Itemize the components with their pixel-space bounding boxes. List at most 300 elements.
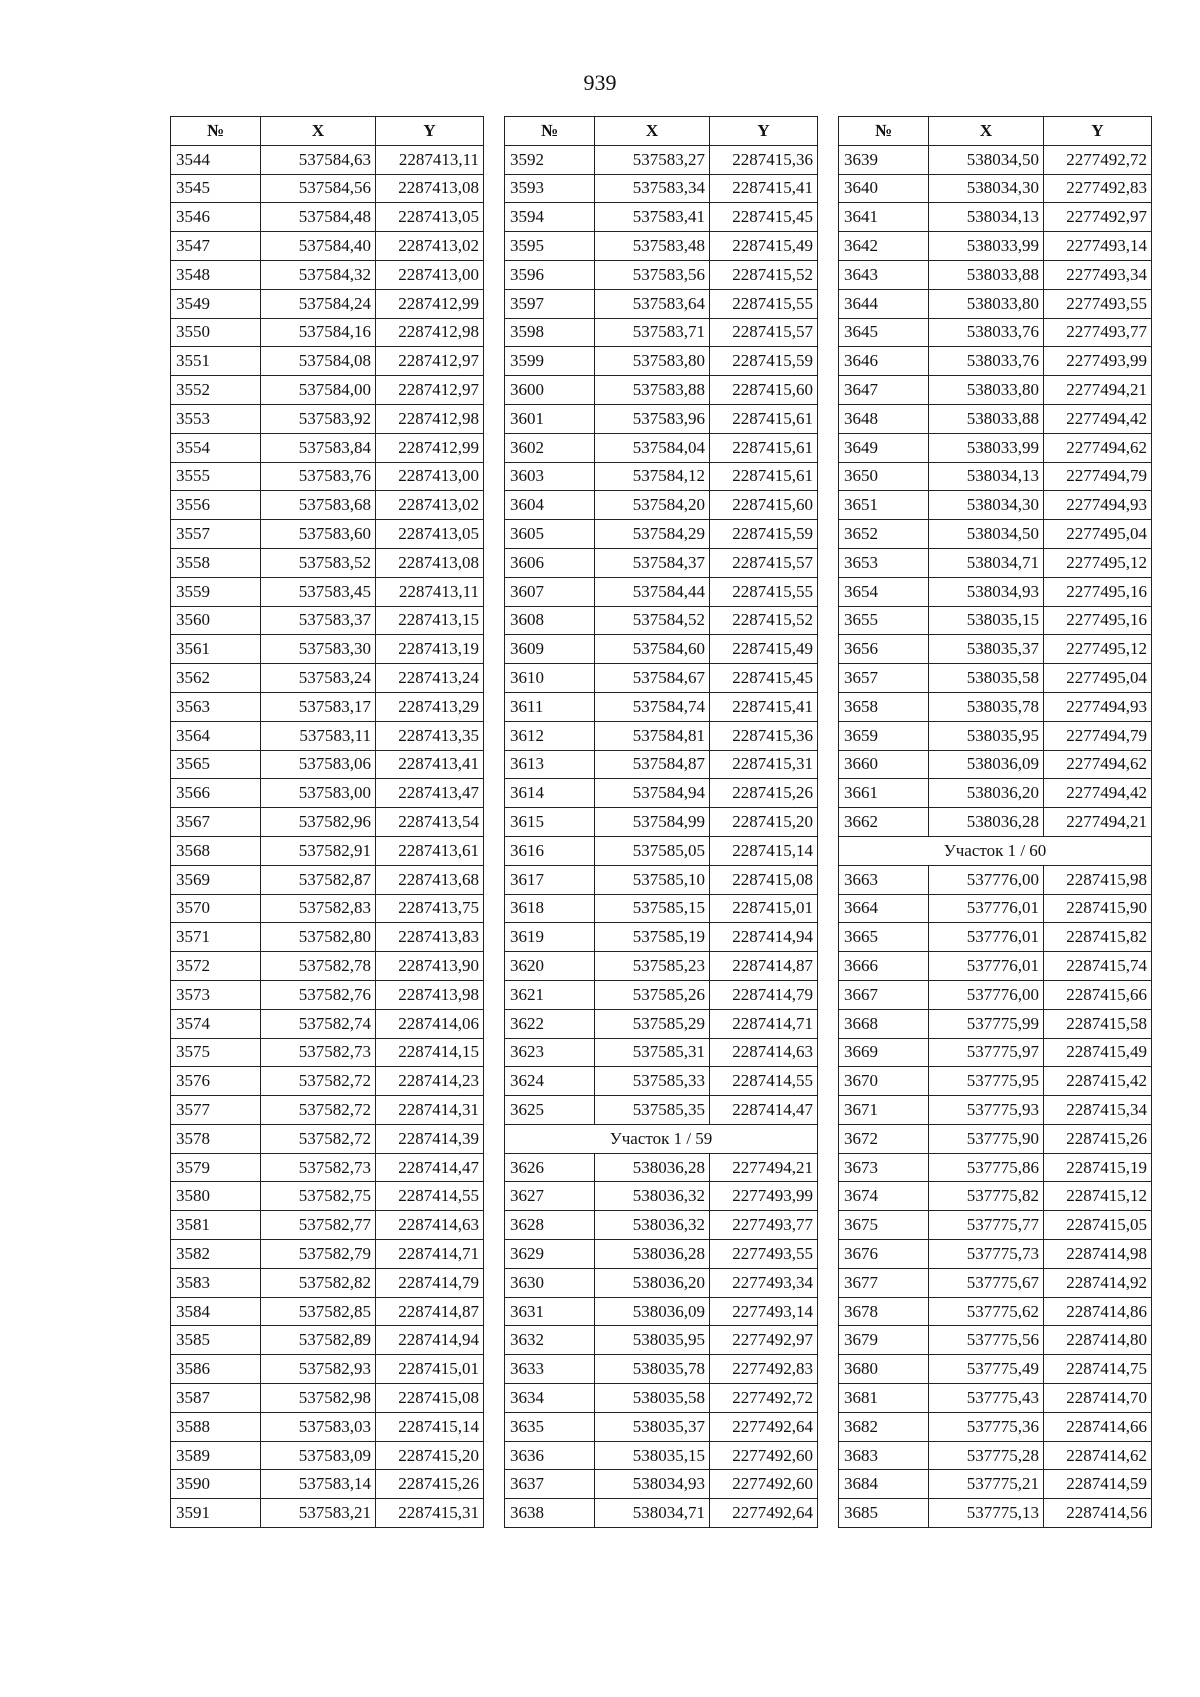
table-row <box>839 952 1152 981</box>
point-number-cell: 3660 <box>839 750 929 779</box>
point-number-cell: 3566 <box>171 779 261 808</box>
table-row <box>839 664 1152 693</box>
table-row <box>505 1067 818 1096</box>
x-coordinate-cell: 537582,89 <box>261 1326 376 1355</box>
y-coordinate-cell: 2287413,90 <box>376 952 484 981</box>
point-number-cell: 3573 <box>171 980 261 1009</box>
point-number-cell: 3630 <box>505 1268 595 1297</box>
y-coordinate-cell: 2287414,23 <box>376 1067 484 1096</box>
point-number-cell: 3622 <box>505 1009 595 1038</box>
point-number-cell: 3668 <box>839 1009 929 1038</box>
point-number-cell: 3614 <box>505 779 595 808</box>
x-coordinate-cell: 538036,32 <box>595 1211 710 1240</box>
x-coordinate-cell: 537584,87 <box>595 750 710 779</box>
x-coordinate-cell: 537584,29 <box>595 520 710 549</box>
point-number-cell: 3659 <box>839 721 929 750</box>
x-coordinate-cell: 537583,11 <box>261 721 376 750</box>
y-coordinate-cell: 2287415,19 <box>1044 1153 1152 1182</box>
x-coordinate-cell: 538033,88 <box>929 404 1044 433</box>
point-number-cell: 3558 <box>171 548 261 577</box>
table-row <box>505 1412 818 1441</box>
point-number-cell: 3619 <box>505 923 595 952</box>
x-coordinate-cell: 537582,85 <box>261 1297 376 1326</box>
point-number-cell: 3551 <box>171 347 261 376</box>
x-coordinate-cell: 537582,79 <box>261 1240 376 1269</box>
y-coordinate-cell: 2287414,55 <box>710 1067 818 1096</box>
table-row <box>505 606 818 635</box>
y-coordinate-cell: 2287413,00 <box>376 260 484 289</box>
x-coordinate-cell: 537776,01 <box>929 894 1044 923</box>
x-coordinate-cell: 537585,10 <box>595 865 710 894</box>
table-row <box>839 721 1152 750</box>
x-coordinate-cell: 538036,09 <box>595 1297 710 1326</box>
point-number-cell: 3593 <box>505 174 595 203</box>
x-coordinate-cell: 537775,43 <box>929 1384 1044 1413</box>
coordinates-table-2 <box>504 116 818 1528</box>
table-row <box>839 1038 1152 1067</box>
point-number-cell: 3651 <box>839 491 929 520</box>
y-coordinate-cell: 2287413,08 <box>376 548 484 577</box>
y-coordinate-cell: 2287413,11 <box>376 577 484 606</box>
point-number-cell: 3591 <box>171 1499 261 1528</box>
x-coordinate-cell: 538034,50 <box>929 520 1044 549</box>
table-row <box>839 865 1152 894</box>
table-row <box>505 1211 818 1240</box>
table-row <box>505 1240 818 1269</box>
y-coordinate-cell: 2287414,63 <box>710 1038 818 1067</box>
point-number-cell: 3567 <box>171 808 261 837</box>
table-row <box>839 1067 1152 1096</box>
x-coordinate-cell: 538036,28 <box>929 808 1044 837</box>
table-row <box>171 462 484 491</box>
table-row <box>839 1384 1152 1413</box>
x-coordinate-cell: 537585,26 <box>595 980 710 1009</box>
table-row <box>171 1009 484 1038</box>
x-coordinate-cell: 537583,06 <box>261 750 376 779</box>
y-coordinate-cell: 2277494,79 <box>1044 721 1152 750</box>
y-coordinate-cell: 2277494,62 <box>1044 433 1152 462</box>
x-coordinate-cell: 537583,88 <box>595 376 710 405</box>
x-coordinate-cell: 537583,09 <box>261 1441 376 1470</box>
table-row <box>505 318 818 347</box>
point-number-cell: 3584 <box>171 1297 261 1326</box>
point-number-cell: 3569 <box>171 865 261 894</box>
point-number-cell: 3602 <box>505 433 595 462</box>
x-coordinate-cell: 538034,71 <box>929 548 1044 577</box>
y-coordinate-cell: 2287413,11 <box>376 145 484 174</box>
table-row <box>839 1441 1152 1470</box>
table-row <box>505 520 818 549</box>
y-coordinate-cell: 2287414,75 <box>1044 1355 1152 1384</box>
y-coordinate-cell: 2287413,47 <box>376 779 484 808</box>
x-coordinate-cell: 537584,63 <box>261 145 376 174</box>
table-row <box>839 980 1152 1009</box>
table-row <box>171 1268 484 1297</box>
table-row <box>505 779 818 808</box>
table-row <box>505 577 818 606</box>
x-coordinate-cell: 537585,05 <box>595 836 710 865</box>
x-coordinate-cell: 537582,78 <box>261 952 376 981</box>
x-coordinate-cell: 538034,13 <box>929 203 1044 232</box>
point-number-cell: 3563 <box>171 692 261 721</box>
table-row <box>505 1297 818 1326</box>
table-row <box>171 1384 484 1413</box>
table-row <box>171 203 484 232</box>
y-coordinate-cell: 2287413,35 <box>376 721 484 750</box>
x-coordinate-cell: 537584,74 <box>595 692 710 721</box>
y-coordinate-cell: 2287413,68 <box>376 865 484 894</box>
point-number-cell: 3626 <box>505 1153 595 1182</box>
point-number-cell: 3674 <box>839 1182 929 1211</box>
x-coordinate-cell: 537775,93 <box>929 1096 1044 1125</box>
y-coordinate-cell: 2277492,64 <box>710 1499 818 1528</box>
x-coordinate-cell: 538035,95 <box>929 721 1044 750</box>
x-coordinate-cell: 537776,00 <box>929 865 1044 894</box>
table-row <box>505 491 818 520</box>
table-row <box>505 894 818 923</box>
table-row <box>171 635 484 664</box>
table-row <box>171 520 484 549</box>
x-coordinate-cell: 537583,56 <box>595 260 710 289</box>
table-row <box>839 376 1152 405</box>
point-number-cell: 3582 <box>171 1240 261 1269</box>
y-coordinate-cell: 2287412,99 <box>376 289 484 318</box>
section-title: Участок 1 / 60 <box>839 836 1152 865</box>
y-coordinate-cell: 2287414,31 <box>376 1096 484 1125</box>
point-number-cell: 3646 <box>839 347 929 376</box>
table-row <box>505 635 818 664</box>
x-coordinate-cell: 537583,80 <box>595 347 710 376</box>
x-coordinate-cell: 537584,67 <box>595 664 710 693</box>
x-coordinate-cell: 537775,21 <box>929 1470 1044 1499</box>
point-number-cell: 3597 <box>505 289 595 318</box>
y-coordinate-cell: 2287414,86 <box>1044 1297 1152 1326</box>
table-row <box>505 865 818 894</box>
table-row <box>839 1326 1152 1355</box>
y-coordinate-cell: 2287414,94 <box>376 1326 484 1355</box>
x-coordinate-cell: 537584,24 <box>261 289 376 318</box>
table-row <box>171 1153 484 1182</box>
y-coordinate-cell: 2287415,01 <box>376 1355 484 1384</box>
x-coordinate-cell: 538034,30 <box>929 491 1044 520</box>
table-row <box>839 1268 1152 1297</box>
y-coordinate-cell: 2287413,54 <box>376 808 484 837</box>
table-row <box>505 1441 818 1470</box>
y-coordinate-cell: 2287413,19 <box>376 635 484 664</box>
y-coordinate-cell: 2287415,55 <box>710 289 818 318</box>
x-coordinate-cell: 537585,29 <box>595 1009 710 1038</box>
table-row <box>839 1355 1152 1384</box>
point-number-cell: 3570 <box>171 894 261 923</box>
y-coordinate-cell: 2277493,34 <box>710 1268 818 1297</box>
point-number-cell: 3552 <box>171 376 261 405</box>
point-number-cell: 3656 <box>839 635 929 664</box>
y-coordinate-cell: 2287415,26 <box>376 1470 484 1499</box>
y-coordinate-cell: 2287415,45 <box>710 664 818 693</box>
table-row <box>839 1096 1152 1125</box>
point-number-cell: 3664 <box>839 894 929 923</box>
x-coordinate-cell: 537584,37 <box>595 548 710 577</box>
y-coordinate-cell: 2277494,42 <box>1044 404 1152 433</box>
point-number-cell: 3562 <box>171 664 261 693</box>
point-number-cell: 3564 <box>171 721 261 750</box>
point-number-cell: 3638 <box>505 1499 595 1528</box>
y-coordinate-cell: 2287413,24 <box>376 664 484 693</box>
x-coordinate-cell: 537583,48 <box>595 232 710 261</box>
point-number-cell: 3672 <box>839 1124 929 1153</box>
x-coordinate-cell: 538033,76 <box>929 318 1044 347</box>
y-coordinate-cell: 2287415,34 <box>1044 1096 1152 1125</box>
x-coordinate-cell: 538035,95 <box>595 1326 710 1355</box>
y-coordinate-cell: 2277492,60 <box>710 1441 818 1470</box>
table-row <box>839 577 1152 606</box>
point-number-cell: 3550 <box>171 318 261 347</box>
point-number-cell: 3666 <box>839 952 929 981</box>
point-number-cell: 3581 <box>171 1211 261 1240</box>
x-coordinate-cell: 537584,60 <box>595 635 710 664</box>
table-row <box>505 664 818 693</box>
y-coordinate-cell: 2287415,59 <box>710 520 818 549</box>
table-row <box>171 980 484 1009</box>
table-row <box>839 894 1152 923</box>
x-coordinate-cell: 537582,82 <box>261 1268 376 1297</box>
x-coordinate-cell: 537776,00 <box>929 980 1044 1009</box>
y-coordinate-cell: 2277495,04 <box>1044 520 1152 549</box>
x-coordinate-cell: 538036,28 <box>595 1240 710 1269</box>
point-number-cell: 3644 <box>839 289 929 318</box>
point-number-cell: 3588 <box>171 1412 261 1441</box>
table-row <box>171 289 484 318</box>
y-coordinate-cell: 2287414,79 <box>376 1268 484 1297</box>
point-number-cell: 3544 <box>171 145 261 174</box>
point-number-cell: 3578 <box>171 1124 261 1153</box>
x-coordinate-cell: 538034,71 <box>595 1499 710 1528</box>
table-row <box>839 520 1152 549</box>
point-number-cell: 3545 <box>171 174 261 203</box>
x-coordinate-cell: 537775,49 <box>929 1355 1044 1384</box>
table-row <box>171 779 484 808</box>
y-coordinate-cell: 2287412,97 <box>376 376 484 405</box>
point-number-cell: 3586 <box>171 1355 261 1384</box>
table-row <box>171 318 484 347</box>
point-number-cell: 3647 <box>839 376 929 405</box>
y-coordinate-cell: 2287414,56 <box>1044 1499 1152 1528</box>
y-coordinate-cell: 2277494,42 <box>1044 779 1152 808</box>
y-coordinate-cell: 2277495,12 <box>1044 635 1152 664</box>
table-row <box>505 404 818 433</box>
x-coordinate-cell: 538035,78 <box>595 1355 710 1384</box>
point-number-cell: 3682 <box>839 1412 929 1441</box>
point-number-cell: 3684 <box>839 1470 929 1499</box>
point-number-cell: 3671 <box>839 1096 929 1125</box>
point-number-cell: 3546 <box>171 203 261 232</box>
point-number-cell: 3547 <box>171 232 261 261</box>
table-row <box>505 836 818 865</box>
y-coordinate-cell: 2287414,98 <box>1044 1240 1152 1269</box>
point-number-cell: 3575 <box>171 1038 261 1067</box>
x-coordinate-cell: 537582,87 <box>261 865 376 894</box>
x-coordinate-cell: 537583,17 <box>261 692 376 721</box>
table-row <box>505 808 818 837</box>
x-coordinate-cell: 537582,74 <box>261 1009 376 1038</box>
y-coordinate-cell: 2287415,52 <box>710 260 818 289</box>
y-coordinate-cell: 2287415,57 <box>710 548 818 577</box>
y-coordinate-cell: 2287415,98 <box>1044 865 1152 894</box>
point-number-cell: 3653 <box>839 548 929 577</box>
x-coordinate-cell: 537775,36 <box>929 1412 1044 1441</box>
y-coordinate-cell: 2287414,94 <box>710 923 818 952</box>
table-row <box>171 952 484 981</box>
x-coordinate-cell: 537583,64 <box>595 289 710 318</box>
header-x: X <box>261 117 376 146</box>
x-coordinate-cell: 538034,30 <box>929 174 1044 203</box>
table-row <box>171 1096 484 1125</box>
y-coordinate-cell: 2287413,61 <box>376 836 484 865</box>
table-row <box>839 1412 1152 1441</box>
point-number-cell: 3611 <box>505 692 595 721</box>
table-row <box>505 174 818 203</box>
table-row <box>171 1297 484 1326</box>
table-row <box>839 1499 1152 1528</box>
table-row <box>171 606 484 635</box>
y-coordinate-cell: 2287415,61 <box>710 433 818 462</box>
y-coordinate-cell: 2287412,97 <box>376 347 484 376</box>
y-coordinate-cell: 2287414,47 <box>710 1096 818 1125</box>
point-number-cell: 3598 <box>505 318 595 347</box>
x-coordinate-cell: 538033,76 <box>929 347 1044 376</box>
table-row <box>839 1240 1152 1269</box>
y-coordinate-cell: 2287414,55 <box>376 1182 484 1211</box>
y-coordinate-cell: 2287415,12 <box>1044 1182 1152 1211</box>
table-row <box>171 577 484 606</box>
x-coordinate-cell: 538033,99 <box>929 232 1044 261</box>
y-coordinate-cell: 2287415,05 <box>1044 1211 1152 1240</box>
y-coordinate-cell: 2287415,08 <box>710 865 818 894</box>
section-title: Участок 1 / 59 <box>505 1124 818 1153</box>
point-number-cell: 3661 <box>839 779 929 808</box>
y-coordinate-cell: 2277493,99 <box>1044 347 1152 376</box>
y-coordinate-cell: 2287414,15 <box>376 1038 484 1067</box>
y-coordinate-cell: 2287415,36 <box>710 721 818 750</box>
y-coordinate-cell: 2277494,79 <box>1044 462 1152 491</box>
y-coordinate-cell: 2287413,00 <box>376 462 484 491</box>
point-number-cell: 3613 <box>505 750 595 779</box>
y-coordinate-cell: 2277492,83 <box>1044 174 1152 203</box>
y-coordinate-cell: 2287415,60 <box>710 376 818 405</box>
x-coordinate-cell: 537585,23 <box>595 952 710 981</box>
x-coordinate-cell: 537583,71 <box>595 318 710 347</box>
x-coordinate-cell: 538034,93 <box>929 577 1044 606</box>
point-number-cell: 3571 <box>171 923 261 952</box>
table-row <box>505 1038 818 1067</box>
x-coordinate-cell: 538034,50 <box>929 145 1044 174</box>
point-number-cell: 3590 <box>171 1470 261 1499</box>
table-row <box>839 779 1152 808</box>
table-row <box>839 1211 1152 1240</box>
point-number-cell: 3645 <box>839 318 929 347</box>
x-coordinate-cell: 537584,56 <box>261 174 376 203</box>
point-number-cell: 3548 <box>171 260 261 289</box>
point-number-cell: 3673 <box>839 1153 929 1182</box>
table-row <box>171 404 484 433</box>
x-coordinate-cell: 537775,67 <box>929 1268 1044 1297</box>
y-coordinate-cell: 2287414,71 <box>710 1009 818 1038</box>
table-row <box>839 1297 1152 1326</box>
point-number-cell: 3574 <box>171 1009 261 1038</box>
point-number-cell: 3579 <box>171 1153 261 1182</box>
point-number-cell: 3618 <box>505 894 595 923</box>
y-coordinate-cell: 2277493,14 <box>710 1297 818 1326</box>
table-row <box>839 635 1152 664</box>
y-coordinate-cell: 2287415,66 <box>1044 980 1152 1009</box>
x-coordinate-cell: 538036,28 <box>595 1153 710 1182</box>
table-row <box>171 808 484 837</box>
table-row <box>839 923 1152 952</box>
table-row <box>171 433 484 462</box>
x-coordinate-cell: 538035,58 <box>929 664 1044 693</box>
x-coordinate-cell: 537585,31 <box>595 1038 710 1067</box>
table-row <box>171 260 484 289</box>
section-row <box>839 836 1152 865</box>
table-row <box>505 548 818 577</box>
table-row <box>839 404 1152 433</box>
table-row <box>171 692 484 721</box>
x-coordinate-cell: 538035,37 <box>595 1412 710 1441</box>
point-number-cell: 3583 <box>171 1268 261 1297</box>
x-coordinate-cell: 538033,80 <box>929 289 1044 318</box>
y-coordinate-cell: 2287413,02 <box>376 491 484 520</box>
x-coordinate-cell: 538033,80 <box>929 376 1044 405</box>
point-number-cell: 3628 <box>505 1211 595 1240</box>
x-coordinate-cell: 537582,98 <box>261 1384 376 1413</box>
y-coordinate-cell: 2287414,80 <box>1044 1326 1152 1355</box>
point-number-cell: 3678 <box>839 1297 929 1326</box>
table-row <box>171 145 484 174</box>
point-number-cell: 3555 <box>171 462 261 491</box>
x-coordinate-cell: 537584,99 <box>595 808 710 837</box>
x-coordinate-cell: 537776,01 <box>929 923 1044 952</box>
y-coordinate-cell: 2287415,20 <box>376 1441 484 1470</box>
x-coordinate-cell: 537582,72 <box>261 1067 376 1096</box>
x-coordinate-cell: 537584,44 <box>595 577 710 606</box>
table-row <box>505 232 818 261</box>
x-coordinate-cell: 537584,40 <box>261 232 376 261</box>
x-coordinate-cell: 537583,30 <box>261 635 376 664</box>
y-coordinate-cell: 2277495,16 <box>1044 606 1152 635</box>
x-coordinate-cell: 537584,04 <box>595 433 710 462</box>
y-coordinate-cell: 2287413,15 <box>376 606 484 635</box>
point-number-cell: 3667 <box>839 980 929 1009</box>
table-row <box>171 894 484 923</box>
point-number-cell: 3625 <box>505 1096 595 1125</box>
y-coordinate-cell: 2287414,71 <box>376 1240 484 1269</box>
point-number-cell: 3592 <box>505 145 595 174</box>
x-coordinate-cell: 537775,13 <box>929 1499 1044 1528</box>
table-row <box>839 433 1152 462</box>
y-coordinate-cell: 2287415,31 <box>376 1499 484 1528</box>
point-number-cell: 3658 <box>839 692 929 721</box>
x-coordinate-cell: 537582,80 <box>261 923 376 952</box>
x-coordinate-cell: 538033,99 <box>929 433 1044 462</box>
y-coordinate-cell: 2287415,31 <box>710 750 818 779</box>
y-coordinate-cell: 2287414,59 <box>1044 1470 1152 1499</box>
x-coordinate-cell: 537582,96 <box>261 808 376 837</box>
table-row <box>171 1499 484 1528</box>
table-row <box>839 318 1152 347</box>
table-row <box>839 1124 1152 1153</box>
table-row <box>505 980 818 1009</box>
point-number-cell: 3608 <box>505 606 595 635</box>
